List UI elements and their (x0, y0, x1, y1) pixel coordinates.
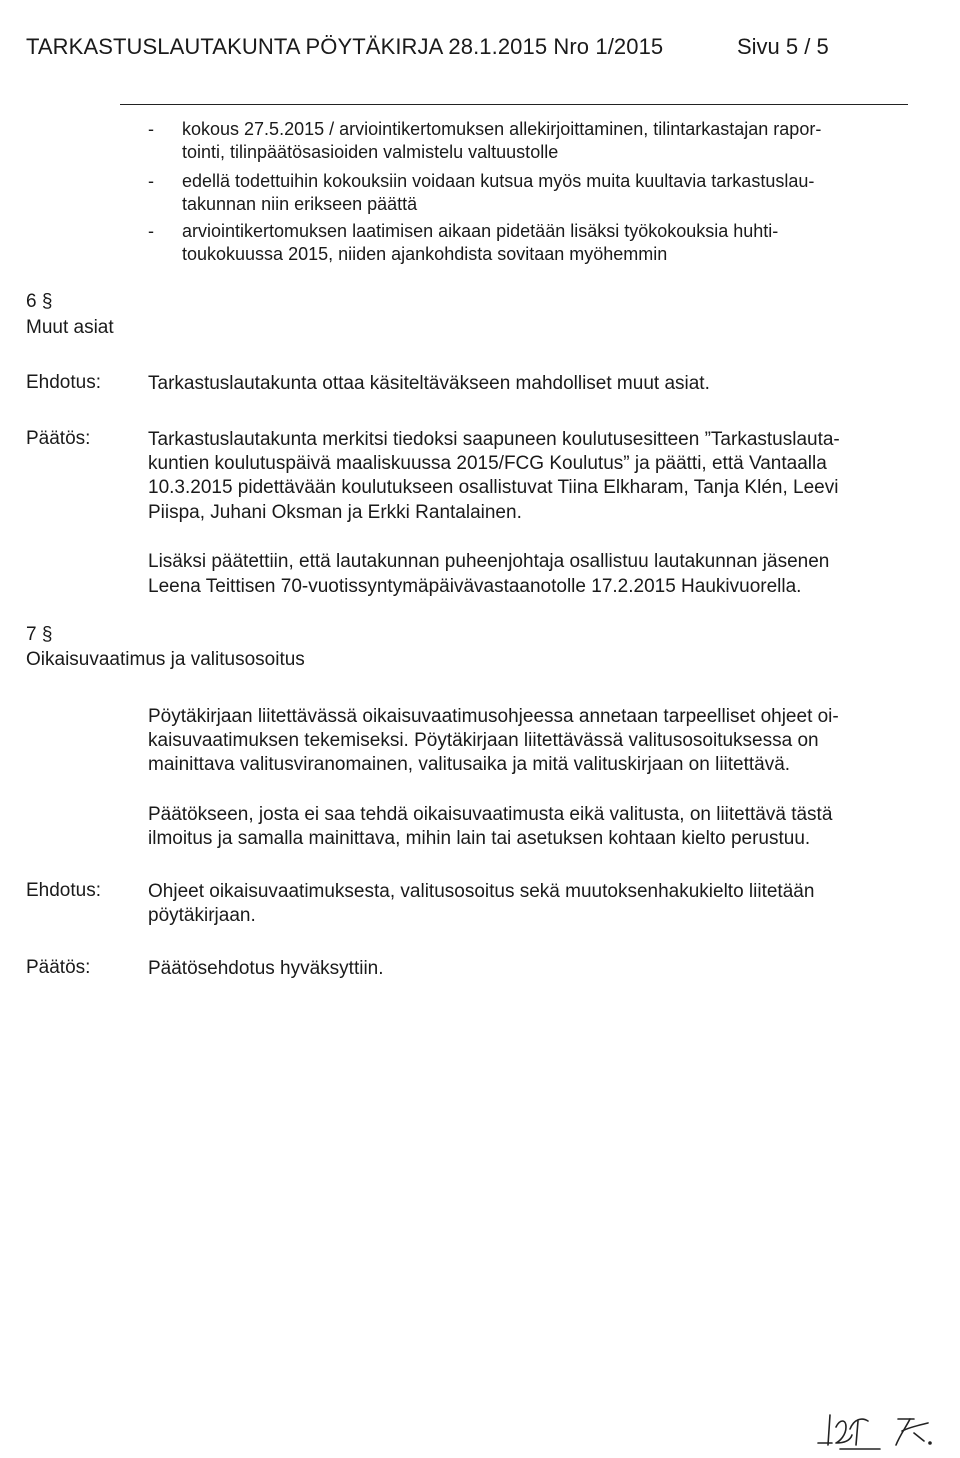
section-number: 6 § (26, 291, 53, 312)
appeal-instructions-line: kaisuvaatimuksen tekemiseksi. Pöytäkirjaan liitettävässä valitusosoituksessa on (148, 730, 819, 751)
decision-label: Päätös: (26, 428, 91, 449)
section-title: Muut asiat (26, 317, 114, 338)
proposal-text: Tarkastuslautakunta ottaa käsiteltäväkseen mahdolliset muut asiat. (148, 373, 710, 394)
bullet-line: kokous 27.5.2015 / arviointikertomuksen allekirjoittaminen, tilintarkastajan rapor- (182, 119, 822, 139)
additional-line: Leena Teittisen 70-vuotissyntymäpäivävastaanotolle 17.2.2015 Haukivuorella. (148, 576, 802, 597)
bullet-line: takunnan niin erikseen päättä (182, 194, 418, 214)
proposal-line: pöytäkirjaan. (148, 905, 256, 926)
decision-line: kuntien koulutuspäivä maaliskuussa 2015/FCG Koulutus” ja päätti, että Vantaalla (148, 453, 827, 474)
decision-line: Piispa, Juhani Oksman ja Erkki Rantalainen. (148, 502, 522, 523)
appeal-ban-line: Päätökseen, josta ei saa tehdä oikaisuvaatimusta eikä valitusta, on liitettävä tästä (148, 804, 833, 825)
bullet-line: arviointikertomuksen laatimisen aikaan pidetään lisäksi työkokouksia huhti- (182, 221, 779, 241)
initials-signature (810, 1405, 950, 1455)
bullet-line: toukokuussa 2015, niiden ajankohdista sovitaan myöhemmin (182, 244, 668, 264)
proposal-label: Ehdotus: (26, 880, 101, 901)
bullet-line: tointi, tilinpäätösasioiden valmistelu valtuustolle (182, 142, 559, 162)
decision-text: Päätösehdotus hyväksyttiin. (148, 958, 384, 979)
section-number: 7 § (26, 624, 53, 645)
decision-label: Päätös: (26, 957, 91, 978)
header-title: TARKASTUSLAUTAKUNTA PÖYTÄKIRJA 28.1.2015 Nro 1/2015 (26, 34, 664, 59)
decision-line: Tarkastuslautakunta merkitsi tiedoksi saapuneen koulutusesitteen ”Tarkastuslauta- (148, 429, 840, 450)
additional-line: Lisäksi päätettiin, että lautakunnan puheenjohtaja osallistuu lautakunnan jäsenen (148, 551, 830, 572)
appeal-ban-line: ilmoitus ja samalla mainittava, mihin lain tai asetuksen kohtaan kielto perustuu. (148, 828, 811, 849)
bullet-dash: - (148, 119, 154, 139)
appeal-instructions-line: mainittava valitusviranomainen, valitusaika ja mitä valituskirjaan on liitettävä. (148, 754, 791, 775)
proposal-label: Ehdotus: (26, 372, 101, 393)
bullet-dash: - (148, 171, 154, 191)
header-divider (120, 104, 908, 105)
decision-line: 10.3.2015 pidettävään koulutukseen osallistuvat Tiina Elkharam, Tanja Klén, Leevi (148, 477, 839, 498)
page-number: Sivu 5 / 5 (737, 34, 829, 59)
bullet-line: edellä todettuihin kokouksiin voidaan kutsua myös muita kuultavia tarkastuslau- (182, 171, 815, 191)
proposal-line: Ohjeet oikaisuvaatimuksesta, valitusosoitus sekä muutoksenhakukielto liitetään (148, 881, 815, 902)
appeal-instructions-line: Pöytäkirjaan liitettävässä oikaisuvaatimusohjeessa annetaan tarpeelliset ohjeet oi- (148, 706, 839, 727)
bullet-dash: - (148, 221, 154, 241)
section-title: Oikaisuvaatimus ja valitusosoitus (26, 649, 305, 670)
